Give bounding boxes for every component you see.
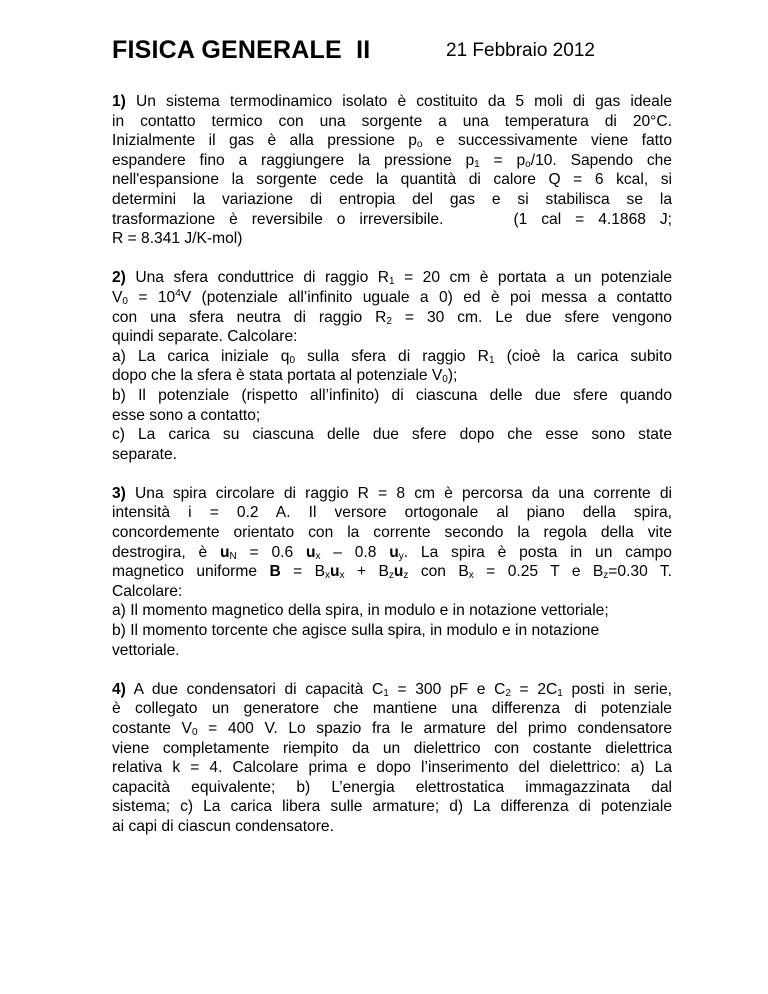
- problem-line: a) Il momento magnetico della spira, in modulo e in notazione vettoriale;: [112, 602, 609, 620]
- problem-number: 1): [112, 93, 126, 110]
- problem-line: $V_0 = 10^4V$ (potenziale all’infinito uguale a 0) ed è poi messa a contatto: [112, 287, 673, 307]
- problem-line: costante $V_0 = 400$ V. Lo spazio fra le armature del primo condensatore: [112, 720, 672, 738]
- problems-list: [112, 92, 672, 856]
- problem-line: R = 8.341 J/K-mol): [112, 230, 243, 248]
- problem-line: esse sono a contatto;: [112, 406, 261, 424]
- problem-line: separate.: [112, 445, 178, 463]
- problem-line: determini la variazione di entropia del gas e si stabilisca se la: [112, 190, 672, 208]
- problem-number: 3): [112, 484, 126, 502]
- problem-4: [112, 680, 672, 837]
- problem-1: [112, 92, 672, 249]
- problem-line: c) La carica su ciascuna delle due sfere dopo che esse sono state: [112, 426, 672, 444]
- problem-line: dopo che la sfera è stata portata al potenziale $V_0$);: [112, 367, 458, 386]
- problem-line: magnetico uniforme $B = B_xu_x + B_zu_z$ con $B_x = 0.25$ T e $B_z=0.30$ T.: [112, 563, 673, 582]
- problem-line: sistema; c) La carica libera sulle armature; d) La differenza di potenziale: [112, 798, 672, 816]
- exam-header: [112, 36, 672, 76]
- problem-line: viene completamente riempito da un dielettrico con costante dielettrica: [112, 739, 672, 757]
- problem-line: b) Il potenziale (rispetto all’infinito) di ciascuna delle due sfere quando: [112, 386, 672, 404]
- problem-line: quindi separate. Calcolare:: [112, 328, 298, 346]
- problem-number: 4): [112, 680, 126, 698]
- problem-line: 4) A due condensatori di capacità $C_1 = 300$ pF e $C_2 = 2C_1$ posti in serie,: [112, 680, 672, 699]
- problem-number: 2): [112, 269, 126, 287]
- problem-line: trasformazione è reversibile o irreversibile. (1 cal = 4.1868 J;: [112, 210, 672, 228]
- exam-date: 21 Febbraio 2012: [446, 40, 595, 61]
- problem-line: 1) Un sistema termodinamico isolato è costituito da 5 moli di gas ideale: [112, 93, 672, 110]
- problem-line: destrogira, è $u_N = 0.6$ $u_x - 0.8$ $u_y$. La spira è posta in un campo: [112, 543, 672, 562]
- problem-line: nell'espansione la sorgente cede la quantità di calore Q = 6 kcal, si: [112, 171, 672, 189]
- problem-line: espandere fino a raggiungere la pressione $p_1 = p_o/10$. Sapendo che: [112, 151, 672, 170]
- problem-line: in contatto termico con una sorgente a una temperatura di 20°C.: [112, 112, 672, 130]
- problem-line: 3) Una spira circolare di raggio R = 8 cm è percorsa da una corrente di: [112, 484, 672, 502]
- problem-line: Inizialmente il gas è alla pressione $p_o$ e successivamente viene fatto: [112, 132, 672, 151]
- problem-line: vettoriale.: [112, 641, 180, 659]
- problem-line: concordemente orientato con la corrente secondo la regola della vite: [112, 524, 672, 542]
- exam-title: FISICA GENERALE II: [112, 36, 371, 64]
- problem-line: 2) Una sfera conduttrice di raggio $R_1 = 20$ cm è portata a un potenziale: [112, 269, 672, 288]
- problem-line: Calcolare:: [112, 582, 183, 600]
- problem-line: capacità equivalente; b) L’energia elettrostatica immagazzinata dal: [112, 778, 672, 796]
- problem-line: è collegato un generatore che mantiene una differenza di potenziale: [112, 700, 672, 718]
- problem-line: b) Il momento torcente che agisce sulla spira, in modulo e in notazione: [112, 622, 600, 640]
- problem-line: con una sfera neutra di raggio $R_2 = 30$ cm. Le due sfere vengono: [112, 308, 672, 327]
- problem-line: a) La carica iniziale $q_0$ sulla sfera di raggio $R_1$ (cioè la carica subito: [112, 347, 672, 366]
- problem-line: ai capi di ciascun condensatore.: [112, 817, 334, 835]
- problem-line: intensità i = 0.2 A. Il versore ortogonale al piano della spira,: [112, 504, 672, 522]
- problem-2: [112, 268, 672, 464]
- problem-line: relativa k = 4. Calcolare prima e dopo l’inserimento del dielettrico: a) La: [112, 759, 672, 777]
- problem-3: [112, 484, 672, 660]
